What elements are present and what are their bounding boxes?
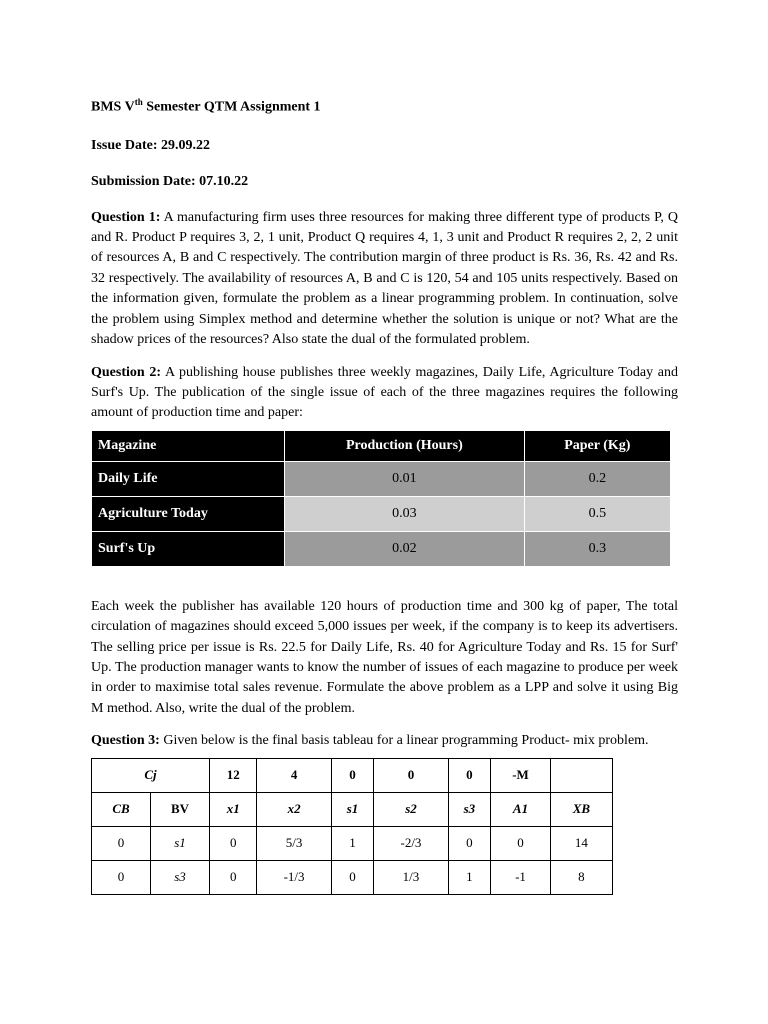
- col-a1: A1: [491, 792, 551, 826]
- cell: 0: [92, 860, 151, 894]
- question-2: Question 2: A publishing house publishes three weekly magazines, Daily Life, Agriculture Today and Surf's Up. The publication of the single issue of each of the three magazines requires the following amount of production time and paper:: [91, 364, 678, 421]
- cj-value: 12: [210, 758, 257, 792]
- col-s2: s2: [374, 792, 448, 826]
- cell: 0: [448, 826, 491, 860]
- cj-label: Cj: [92, 758, 210, 792]
- table-row: [92, 461, 671, 496]
- cell: 0: [210, 860, 257, 894]
- paper-kg: 0.3: [524, 531, 670, 566]
- cell: s3: [151, 860, 210, 894]
- production-hours: 0.01: [285, 461, 525, 496]
- cell: 1: [448, 860, 491, 894]
- col-s3: s3: [448, 792, 491, 826]
- question-2-continued: Each week the publisher has available 120 hours of production time and 300 kg of paper, The total circulation of magazines should exceed 5,000 issues per week, if the company is to keep its advertisers. The selling price per issue is Rs. 22.5 for Daily Life, Rs. 40 for Agriculture Today and Rs. 15 for Surf' Up. The production manager wants to know the number of issues of each magazine to produce per week in order to maximise total sales revenue. Formulate the above problem as a LPP and solve it using Big M method. Also, write the dual of the problem.: [91, 598, 678, 716]
- magazine-name: Daily Life: [92, 461, 285, 496]
- cell: 0: [331, 860, 374, 894]
- tableau-header-row: [92, 792, 613, 826]
- magazine-name: Agriculture Today: [92, 496, 285, 531]
- table-row: [92, 860, 613, 894]
- cell: s1: [151, 826, 210, 860]
- col-xb: XB: [550, 792, 612, 826]
- cj-value: 0: [374, 758, 448, 792]
- cj-value: 0: [448, 758, 491, 792]
- table-row: [92, 531, 671, 566]
- cj-row: [92, 758, 613, 792]
- issue-date: Issue Date: 29.09.22: [91, 137, 210, 153]
- production-hours: 0.03: [285, 496, 525, 531]
- question-3: Question 3: Given below is the final basis tableau for a linear programming Product- mix problem.: [91, 733, 649, 749]
- cell: -2/3: [374, 826, 448, 860]
- magazine-table-header: [92, 430, 671, 461]
- simplex-tableau: [91, 758, 613, 895]
- cj-value: -M: [491, 758, 551, 792]
- cell: -1/3: [257, 860, 331, 894]
- cj-value: 0: [331, 758, 374, 792]
- question-1: Question 1: A manufacturing firm uses three resources for making three different type of products P, Q and R. Product P requires 3, 2, 1 unit, Product Q requires 4, 1, 3 unit and Product R requires 2, 2, 2 unit of resources A, B and C respectively. The contribution margin of three product is Rs. 36, Rs. 42 and Rs. 32 respectively. The availability of resources A, B and C is 120, 54 and 105 units respectively. Based on the information given, formulate the problem as a linear programming problem. In continuation, solve the problem using Simplex method and determine whether the solution is unique or not? What are the shadow prices of the resources? Also state the dual of the formulated problem.: [91, 209, 678, 348]
- cj-value: 4: [257, 758, 331, 792]
- cell: 5/3: [257, 826, 331, 860]
- cell: 0: [491, 826, 551, 860]
- col-x2: x2: [257, 792, 331, 826]
- submission-date: Submission Date: 07.10.22: [91, 173, 249, 189]
- assignment-page: [91, 92, 678, 895]
- header-magazine: Magazine: [92, 430, 285, 461]
- magazine-table: [91, 430, 671, 567]
- document-title: BMS Vth Semester QTM Assignment 1: [91, 97, 321, 115]
- header-paper: Paper (Kg): [524, 430, 670, 461]
- table-row: [92, 496, 671, 531]
- cj-value: [550, 758, 612, 792]
- col-s1: s1: [331, 792, 374, 826]
- paper-kg: 0.5: [524, 496, 670, 531]
- paper-kg: 0.2: [524, 461, 670, 496]
- header-production: Production (Hours): [285, 430, 525, 461]
- cell: 0: [210, 826, 257, 860]
- col-cb: CB: [92, 792, 151, 826]
- production-hours: 0.02: [285, 531, 525, 566]
- cell: 1/3: [374, 860, 448, 894]
- cell: -1: [491, 860, 551, 894]
- cell: 8: [550, 860, 612, 894]
- cell: 14: [550, 826, 612, 860]
- col-bv: BV: [151, 792, 210, 826]
- col-x1: x1: [210, 792, 257, 826]
- magazine-name: Surf's Up: [92, 531, 285, 566]
- cell: 0: [92, 826, 151, 860]
- table-row: [92, 826, 613, 860]
- cell: 1: [331, 826, 374, 860]
